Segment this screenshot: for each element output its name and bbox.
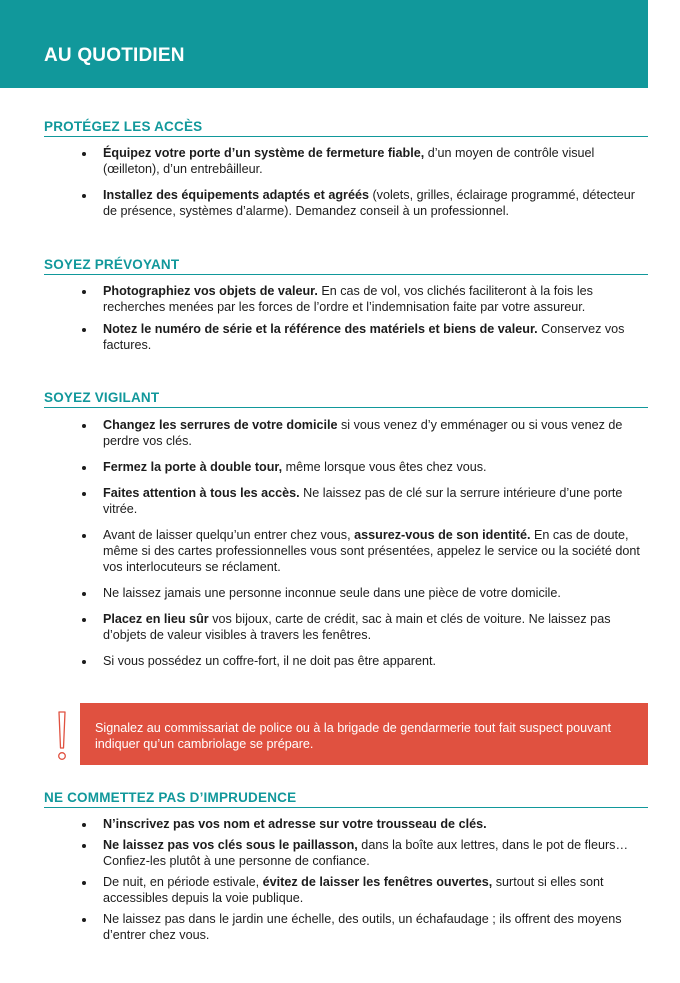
list-item: Placez en lieu sûr vos bijoux, carte de crédit, sac à main et clés de voiture. Ne laissez pas d’objets de valeur visibles à travers les fenêtres.: [44, 611, 648, 643]
section-title: SOYEZ PRÉVOYANT: [44, 256, 648, 275]
alert-text: Signalez au commissariat de police ou à la brigade de gendarmerie tout fait suspect pouvant indiquer qu’un cambriolage se prépare.: [95, 721, 611, 751]
list-item: Fermez la porte à double tour, même lorsque vous êtes chez vous.: [44, 459, 648, 475]
exclamation-icon: [53, 710, 71, 762]
list-item: Ne laissez pas dans le jardin une échelle, des outils, un échafaudage ; ils offrent des moyens d’entrer chez vous.: [44, 911, 648, 943]
section-title: SOYEZ VIGILANT: [44, 389, 648, 408]
list-item: Photographiez vos objets de valeur. En cas de vol, vos clichés faciliteront à la fois les recherches menées par les forces de l’ordre et l’indemnisation faite par votre assureur.: [44, 283, 648, 315]
section-soyez-prevoyant: [44, 256, 648, 353]
list-item: N’inscrivez pas vos nom et adresse sur votre trousseau de clés.: [44, 816, 648, 832]
list-item: Si vous possédez un coffre-fort, il ne doit pas être apparent.: [44, 653, 648, 669]
section-title: PROTÉGEZ LES ACCÈS: [44, 118, 648, 137]
page-header: [0, 0, 648, 88]
section-title: NE COMMETTEZ PAS D’IMPRUDENCE: [44, 789, 648, 808]
section-ne-commettez-pas-d-imprudence: [44, 789, 648, 943]
list-item: Équipez votre porte d’un système de fermeture fiable, d’un moyen de contrôle visuel (œilleton), d’un entrebâilleur.: [44, 145, 648, 177]
list-item: Ne laissez pas vos clés sous le paillasson, dans la boîte aux lettres, dans le pot de fleurs… Confiez-les plutôt à une personne de confiance.: [44, 837, 648, 869]
list-item: De nuit, en période estivale, évitez de laisser les fenêtres ouvertes, surtout si elles sont accessibles depuis la voie publique.: [44, 874, 648, 906]
list-item: Notez le numéro de série et la référence des matériels et biens de valeur. Conservez vos factures.: [44, 321, 648, 353]
section-protegez-les-acces: [44, 118, 648, 219]
list-item: Ne laissez jamais une personne inconnue seule dans une pièce de votre domicile.: [44, 585, 648, 601]
page-title: AU QUOTIDIEN: [44, 45, 185, 66]
list-item: Changez les serrures de votre domicile si vous venez d’y emménager ou si vous venez de perdre vos clés.: [44, 417, 648, 449]
list-item: Avant de laisser quelqu’un entrer chez vous, assurez-vous de son identité. En cas de doute, même si des cartes professionnelles vous sont présentées, appelez le service ou la société dont vos interlocuteurs se réclament.: [44, 527, 648, 575]
list-item: Installez des équipements adaptés et agréés (volets, grilles, éclairage programmé, détecteur de présence, systèmes d’alarme). Demandez conseil à un professionnel.: [44, 187, 648, 219]
list-item: Faites attention à tous les accès. Ne laissez pas de clé sur la serrure intérieure d’une porte vitrée.: [44, 485, 648, 517]
alert-banner: [80, 703, 648, 765]
section-soyez-vigilant: [44, 389, 648, 669]
